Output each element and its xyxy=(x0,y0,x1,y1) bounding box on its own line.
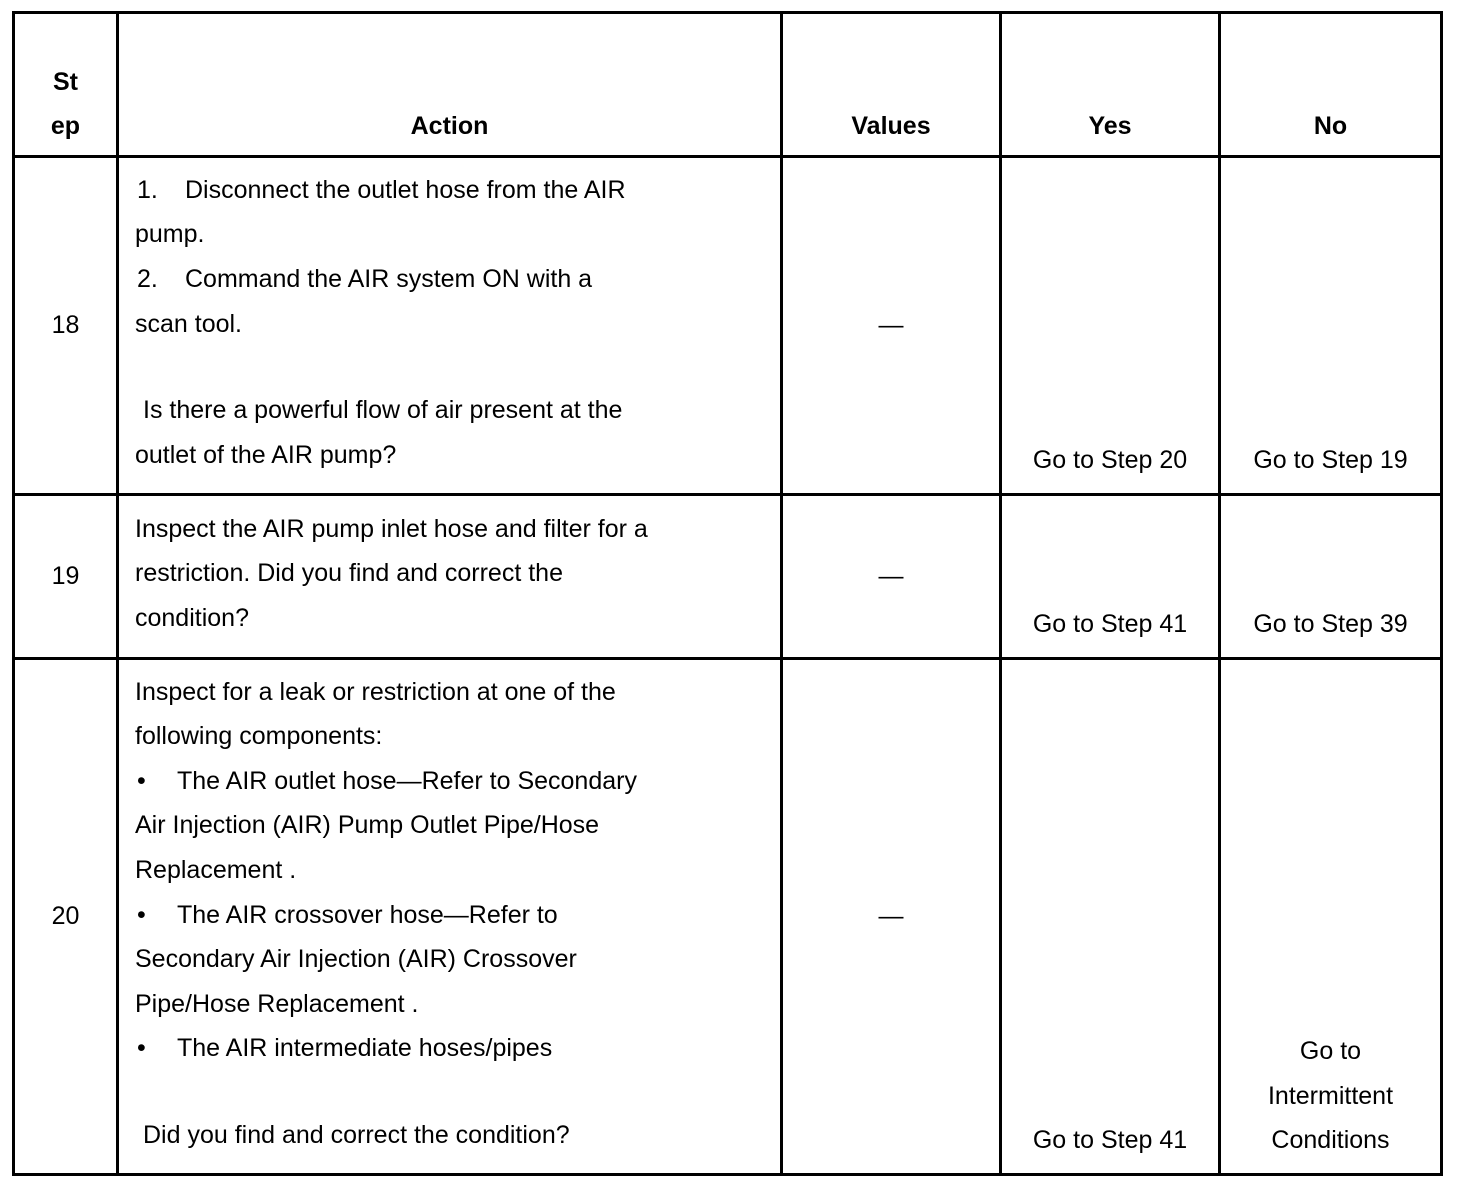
yes-link[interactable]: Go to Step 20 xyxy=(1032,446,1188,475)
no-link[interactable]: Go to Step 19 xyxy=(1253,446,1408,475)
values-cell: — xyxy=(782,495,1001,659)
action-line: restriction. Did you find and correct the xyxy=(135,559,563,588)
action-line: following components: xyxy=(135,722,383,751)
yes-cell xyxy=(1001,659,1220,1175)
values-header: Values xyxy=(782,13,1001,157)
bullet: • xyxy=(137,900,146,929)
diagnostic-table xyxy=(12,11,1443,1176)
yes-link[interactable]: Go to Step 41 xyxy=(1032,1126,1188,1155)
action-line: 2. Command the AIR system ON with a xyxy=(137,264,593,293)
action-line: condition? xyxy=(135,603,249,632)
no-cell xyxy=(1220,495,1442,659)
no-header: No xyxy=(1220,13,1442,157)
question-line: Did you find and correct the condition? xyxy=(143,1120,570,1149)
no-cell xyxy=(1220,659,1442,1175)
action-line: Replacement . xyxy=(135,855,297,884)
yes-link[interactable]: Go to Step 41 xyxy=(1032,610,1188,639)
yes-cell xyxy=(1001,157,1220,495)
values-cell: — xyxy=(782,659,1001,1175)
action-line: Secondary Air Injection (AIR) Crossover xyxy=(135,945,577,974)
no-link[interactable]: Go to Step 39 xyxy=(1253,610,1408,639)
step-number: 19 xyxy=(14,495,118,659)
question-line: Is there a powerful flow of air present at the xyxy=(143,396,623,425)
action-line: Air Injection (AIR) Pump Outlet Pipe/Hose xyxy=(135,811,600,840)
yes-header: Yes xyxy=(1001,13,1220,157)
question-line: outlet of the AIR pump? xyxy=(135,440,397,469)
header-row xyxy=(14,13,1442,157)
step-number: 20 xyxy=(14,659,118,1175)
action-line: Inspect the AIR pump inlet hose and filter for a xyxy=(135,514,648,543)
action-line: • The AIR outlet hose—Refer to Secondary xyxy=(135,759,774,804)
no-cell xyxy=(1220,157,1442,495)
action-line: • The AIR intermediate hoses/pipes xyxy=(135,1026,774,1071)
action-cell xyxy=(118,659,782,1175)
action-line: • The AIR crossover hose—Refer to xyxy=(135,893,774,938)
action-line: Inspect for a leak or restriction at one of the xyxy=(135,677,616,706)
bullet: • xyxy=(137,766,146,795)
action-cell xyxy=(118,157,782,495)
step-number: 18 xyxy=(14,157,118,495)
action-line: pump. xyxy=(135,220,205,249)
bullet: • xyxy=(137,1034,146,1063)
table-row xyxy=(14,659,1442,1175)
action-cell xyxy=(118,495,782,659)
action-line: scan tool. xyxy=(135,309,243,338)
table-row xyxy=(14,157,1442,495)
action-header: Action xyxy=(118,13,782,157)
action-line: 1. Disconnect the outlet hose from the AIR xyxy=(137,175,626,204)
yes-cell xyxy=(1001,495,1220,659)
values-cell: — xyxy=(782,157,1001,495)
step-header: St ep xyxy=(14,13,118,157)
table-row xyxy=(14,495,1442,659)
no-link[interactable]: Go to Intermittent Conditions xyxy=(1267,1037,1394,1155)
action-line: Pipe/Hose Replacement . xyxy=(135,989,419,1018)
